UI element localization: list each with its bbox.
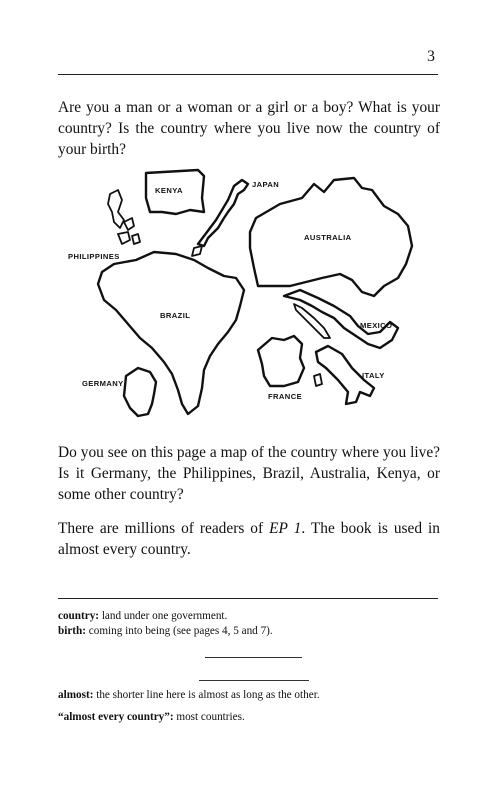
footnote-definition: coming into being (see pages 4, 5 and 7). [85,625,273,637]
readers-text-end: . The book is used in almost every country. [58,520,440,558]
label-philippines: PHILIPPINES [68,252,120,261]
footnote-term: “almost every country”: [58,711,174,723]
footnote-term: country: [58,610,100,622]
label-brazil: BRAZIL [160,311,191,320]
footnote-term: almost: [58,689,94,701]
footnote-almost [58,688,440,703]
label-japan: JAPAN [252,180,280,189]
footnote-term: birth: [58,625,86,637]
intro-paragraph: Are you a man or a woman or a girl or a boy? What is your country? Is the country where you live now the country of your birth? [58,99,440,158]
country-map-illustration [58,168,440,432]
readers-paragraph [58,518,440,560]
philippines-shape [108,190,124,228]
mexico-shape [284,290,398,348]
label-kenya: KENYA [155,186,183,195]
readers-text-start: There are millions of readers of [58,520,270,537]
header-rule [58,74,438,75]
long-line-illustration [199,680,309,681]
footnote-almost-every-country [58,710,440,725]
brazil-shape [98,252,244,414]
short-line-illustration [205,657,302,658]
page-number: 3 [427,48,435,65]
footnote-definition: the shorter line here is almost as long as the other. [93,689,320,701]
label-mexico: MEXICO [360,321,393,330]
footnote-definition: land under one government. [99,610,228,622]
footnote-definition: most countries. [173,711,245,723]
label-germany: GERMANY [82,379,124,388]
philippines-island-1 [124,218,134,230]
france-shape [258,336,304,386]
book-title: EP 1 [269,520,302,537]
germany-shape [124,368,156,416]
country-map [58,168,440,432]
footnote-birth [58,624,440,639]
footnote-country [58,609,440,624]
philippines-island-2 [118,232,130,244]
label-france: FRANCE [268,392,303,401]
baja-california-shape [294,304,330,338]
japan-island-shape [192,246,202,256]
japan-shape [198,180,248,246]
label-australia: AUSTRALIA [304,233,352,242]
footnote-rule [58,598,438,599]
philippines-island-3 [132,234,140,244]
label-italy: ITALY [362,371,385,380]
map-question-paragraph: Do you see on this page a map of the country where you live? Is it Germany, the Philippines, Brazil, Australia, Kenya, or some other country? [58,444,440,503]
sardinia-shape [314,374,322,386]
